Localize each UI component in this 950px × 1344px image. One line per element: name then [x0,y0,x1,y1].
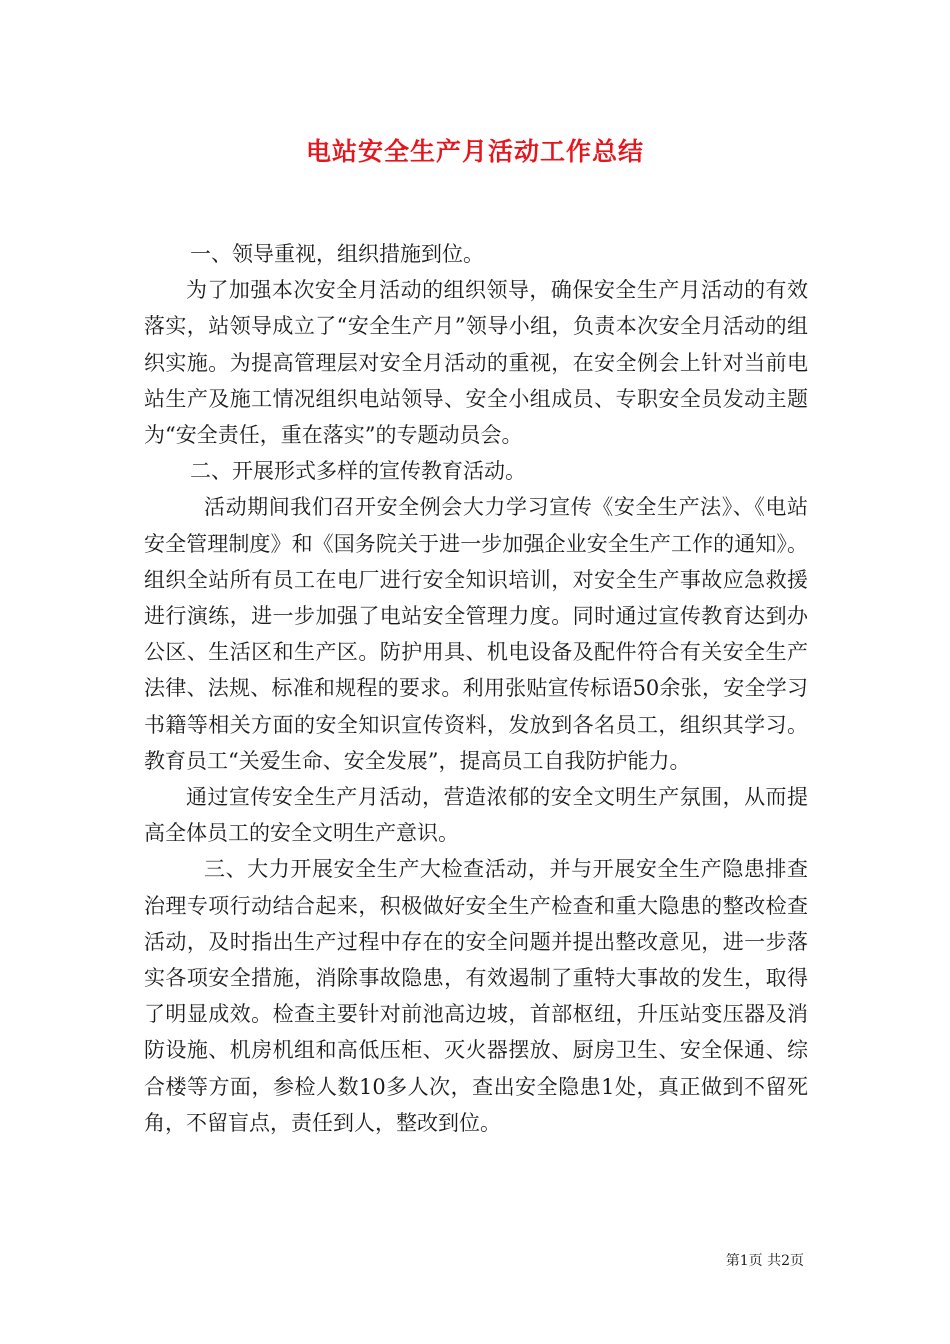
section-heading-leadership: 一、领导重视，组织措施到位。 [190,242,484,266]
paragraph-leadership: 为了加强本次安全月活动的组织领导，确保安全生产月活动的有效落实，站领导成立了“安全生产月”领导小组，负责本次安全月活动的组织实施。为提高管理层对安全月活动的重视，在安全例会上针对当前电站生产及施工情况组织电站领导、安全小组成员、专职安全员发动主题为“安全责任，重在落实”的专题动员会。 [144,278,808,448]
page-number: 第1页 共2页 [725,1253,804,1269]
paragraph-publicity: 活动期间我们召开安全例会大力学习宣传《安全生产法》、《电站安全管理制度》和《国务院关于进一步加强企业安全生产工作的通知》。组织全站所有员工在电厂进行安全知识培训，对安全生产事故应急救援进行演练，进一步加强了电站安全管理力度。同时通过宣传教育达到办公区、生活区和生产区。防护用具、机电设备及配件符合有关安全生产法律、法规、标准和规程的要求。利用张贴宣传标语50余张，安全学习书籍等相关方面的安全知识宣传资料，发放到各名员工，组织其学习。教育员工“关爱生命、安全发展”，提高员工自我防护能力。 [144,495,808,773]
paragraph-inspection: 三、大力开展安全生产大检查活动，并与开展安全生产隐患排查治理专项行动结合起来，积极做好安全生产检查和重大隐患的整改检查活动，及时指出生产过程中存在的安全问题并提出整改意见，进一步落实各项安全措施，消除事故隐患，有效遏制了重特大事故的发生，取得了明显成效。检查主要针对前池高边坡，首部枢纽，升压站变压器及消防设施、机房机组和高低压柜、灭火器摆放、厨房卫生、安全保通、综合楼等方面，参检人数10多人次，查出安全隐患1处，真正做到不留死角，不留盲点，责任到人，整改到位。 [144,857,808,1135]
section-heading-publicity: 二、开展形式多样的宣传教育活动。 [190,459,526,484]
page-title: 电站安全生产月活动工作总结 [305,137,644,166]
paragraph-atmosphere: 通过宣传安全生产月活动，营造浓郁的安全文明生产氛围，从而提高全体员工的安全文明生产意识。 [144,785,808,846]
document-body [144,236,808,1141]
